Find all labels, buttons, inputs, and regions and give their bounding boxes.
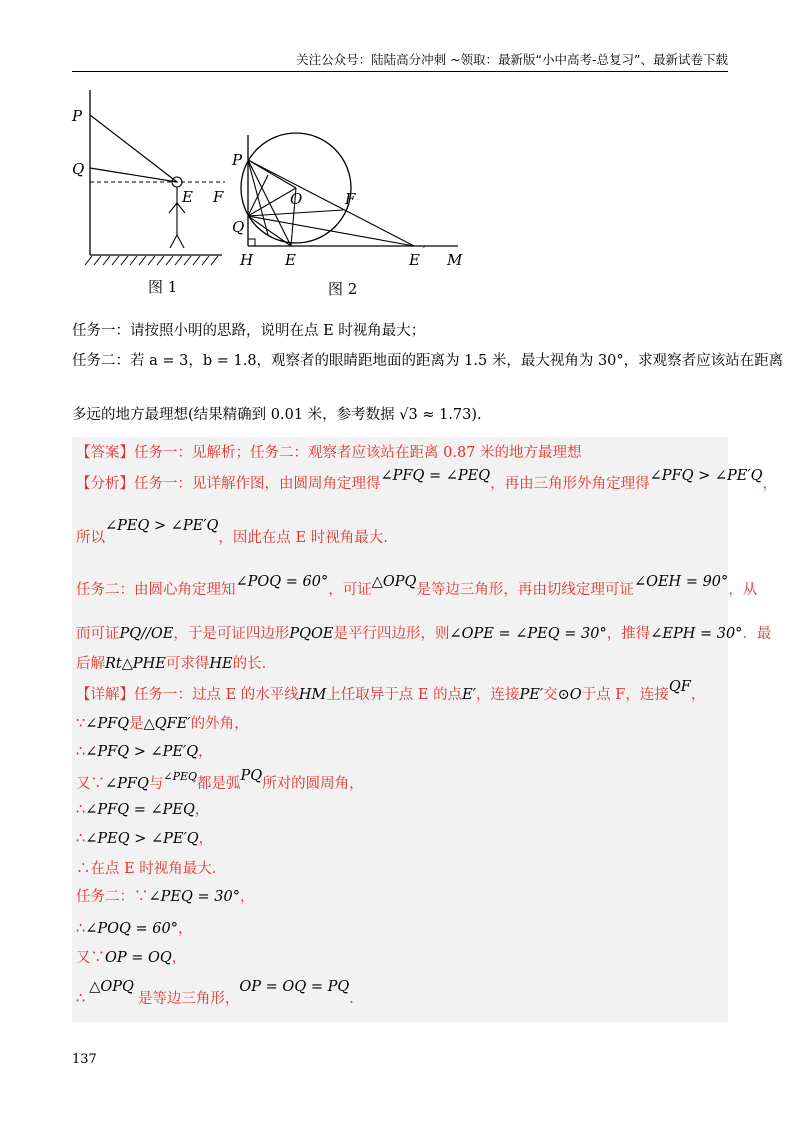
- detail-text: 交: [543, 687, 558, 703]
- detail-tag: 【详解】: [76, 687, 134, 703]
- formula: PQ//OE: [119, 626, 174, 642]
- formula: △OPQ: [371, 574, 417, 590]
- analysis-text: 是等边三角形，再由切线定理可证: [416, 582, 634, 598]
- detail-text: ∴: [76, 991, 86, 1007]
- analysis-text: 是平行四边形，则: [333, 626, 450, 642]
- formula: △QFE′: [143, 716, 191, 732]
- analysis-text: ，可证: [328, 582, 372, 598]
- answer-line: [76, 446, 582, 461]
- detail-text: 所对的圆周角，: [262, 776, 364, 792]
- analysis-line-4: [76, 627, 771, 642]
- fig2-caption: 图 2: [328, 280, 358, 298]
- task-two-line1: 任务二：若 a = 3，b = 1.8，观察者的眼睛距地面的距离为 1.5 米，最大视角为 30°，求观察者应该站在距离: [72, 353, 784, 369]
- analysis-text: ．最: [742, 626, 772, 642]
- fig1-label-p: P: [72, 107, 83, 125]
- detail-text: 上任取异于点 E 的点: [326, 687, 463, 703]
- formula: ∠PEQ = 30°: [148, 889, 240, 905]
- detail-line-4: [76, 768, 364, 792]
- detail-text: 又∵: [76, 776, 105, 792]
- fig2-label-e-prime: E: [409, 251, 420, 269]
- detail-line-9: [76, 922, 192, 937]
- figure-1: [70, 85, 250, 300]
- fig1-label-f: F: [213, 188, 224, 206]
- detail-line-2: [76, 717, 249, 732]
- detail-line-5: [76, 803, 209, 818]
- analysis-text: 可求得: [165, 656, 210, 672]
- formula: Rt△PHE: [105, 656, 166, 672]
- detail-text: ，: [690, 687, 706, 703]
- figure-2: [228, 120, 478, 300]
- detail-line-10: [76, 951, 186, 966]
- formula: ∠PFQ: [105, 776, 149, 792]
- analysis-text: 任务一：见详解作图，由圆周角定理得: [134, 476, 381, 492]
- analysis-text: ，再由三角形外角定理得: [490, 476, 650, 492]
- detail-text: .: [349, 991, 354, 1007]
- formula: ∠OPE = ∠PEQ = 30°: [449, 626, 607, 642]
- formula: QF: [668, 679, 691, 695]
- fig2-label-e: E: [285, 251, 296, 269]
- formula: ∠PEQ > ∠PE′Q: [105, 518, 219, 534]
- detail-text: 又∵: [76, 950, 105, 966]
- analysis-line-5: [76, 657, 266, 672]
- detail-text: 任务一：过点 E 的水平线: [134, 687, 299, 703]
- formula: ∠PEQ: [163, 770, 198, 783]
- analysis-tag: 【分析】: [76, 476, 134, 492]
- detail-text: 的外角，: [190, 716, 249, 732]
- fig2-label-p: P: [232, 151, 243, 169]
- fig2-label-f: F: [345, 190, 356, 208]
- detail-text: ∵: [76, 716, 86, 732]
- detail-text: 任务二：∵: [76, 889, 149, 905]
- formula: ⊙O: [557, 687, 582, 703]
- fig1-caption: 图 1: [148, 278, 178, 296]
- analysis-text: 而可证: [76, 626, 120, 642]
- detail-text: ，: [198, 831, 214, 847]
- detail-text: ，: [239, 889, 255, 905]
- detail-text: 与: [148, 776, 164, 792]
- detail-line-8: [76, 890, 254, 905]
- detail-text: ∴: [76, 831, 86, 847]
- detail-text: ，连接: [476, 687, 520, 703]
- formula: HE: [209, 656, 233, 672]
- fig2-label-h: H: [240, 251, 254, 269]
- page-number: 137: [72, 1052, 97, 1067]
- detail-line-6: [76, 832, 213, 847]
- detail-text: ，: [198, 744, 213, 760]
- detail-line-3: [76, 745, 213, 760]
- detail-text: 是: [129, 716, 144, 732]
- task-one: 任务一：请按照小明的思路，说明在点 E 时视角最大；: [72, 323, 426, 339]
- formula: △OPQ: [89, 979, 134, 995]
- detail-text: ∴: [76, 802, 86, 818]
- formula: PE′: [519, 687, 544, 703]
- formula: E′: [462, 687, 477, 703]
- fig1-label-q: Q: [72, 160, 85, 178]
- formula: OP = OQ = PQ: [239, 979, 350, 995]
- formula: PQOE: [289, 626, 334, 642]
- fig2-label-m: M: [447, 251, 463, 269]
- formula: ∠PFQ = ∠PEQ: [85, 802, 195, 818]
- formula: OP = OQ: [105, 950, 172, 966]
- header-rule: [72, 71, 728, 72]
- detail-line-7: [76, 862, 216, 877]
- analysis-text: ，推得: [606, 626, 651, 642]
- analysis-line-1: [76, 468, 778, 492]
- analysis-text: ，因此在点 E 时视角最大.: [218, 530, 388, 546]
- fig2-label-prime: ′: [423, 244, 426, 257]
- page-header: 关注公众号：陆陆高分冲刺 ~领取：最新版“小中高考-总复习”、最新试卷下载: [296, 52, 728, 67]
- formula: ∠PEQ > ∠PE′Q: [85, 831, 199, 847]
- detail-text: ∴: [76, 921, 86, 937]
- analysis-text: 任务二：由圆心角定理知: [76, 582, 236, 598]
- analysis-text: ，从: [728, 582, 758, 598]
- answer-text: 任务一：见解析；任务二：观察者应该站在距离 0.87 米的地方最理想: [134, 445, 582, 461]
- fig2-label-o: O: [290, 190, 303, 208]
- detail-text: ∴在点 E 时视角最大.: [76, 861, 217, 877]
- fig1-label-e: E: [182, 188, 193, 206]
- formula: ∠POQ = 60°: [235, 574, 329, 590]
- fig2-label-q: Q: [232, 218, 245, 236]
- detail-text: 都是弧: [197, 776, 241, 792]
- detail-line-1: [76, 679, 706, 703]
- analysis-text: 后解: [76, 656, 105, 672]
- detail-text: 于点 F，连接: [581, 687, 669, 703]
- formula: ∠POQ = 60°: [85, 921, 178, 937]
- analysis-text: ，: [762, 476, 778, 492]
- formula: ∠PFQ: [85, 716, 130, 732]
- analysis-line-3: [76, 574, 758, 598]
- analysis-line-2: [76, 518, 388, 546]
- formula: ∠PFQ > ∠PE′Q: [85, 744, 199, 760]
- formula: ∠PFQ = ∠PEQ: [380, 468, 491, 484]
- formula: ∠PFQ > ∠PE′Q: [649, 468, 763, 484]
- task-two-line2: 多远的地方最理想(结果精确到 0.01 米，参考数据 √3 ≈ 1.73).: [72, 407, 482, 423]
- formula: ∠EPH = 30°: [650, 626, 743, 642]
- answer-tag: 【答案】: [76, 445, 134, 461]
- formula: PQ: [240, 768, 263, 784]
- detail-text: ，: [171, 950, 187, 966]
- formula: ∠OEH = 90°: [633, 574, 729, 590]
- detail-text: 是等边三角形，: [137, 991, 240, 1007]
- detail-line-11: [76, 979, 354, 1007]
- analysis-text: 的长.: [232, 656, 267, 672]
- formula: HM: [298, 687, 327, 703]
- analysis-text: ，于是可证四边形: [173, 626, 290, 642]
- analysis-text: 所以: [76, 530, 105, 546]
- detail-text: ，: [177, 921, 193, 937]
- detail-text: ∴: [76, 744, 86, 760]
- detail-text: ，: [194, 802, 210, 818]
